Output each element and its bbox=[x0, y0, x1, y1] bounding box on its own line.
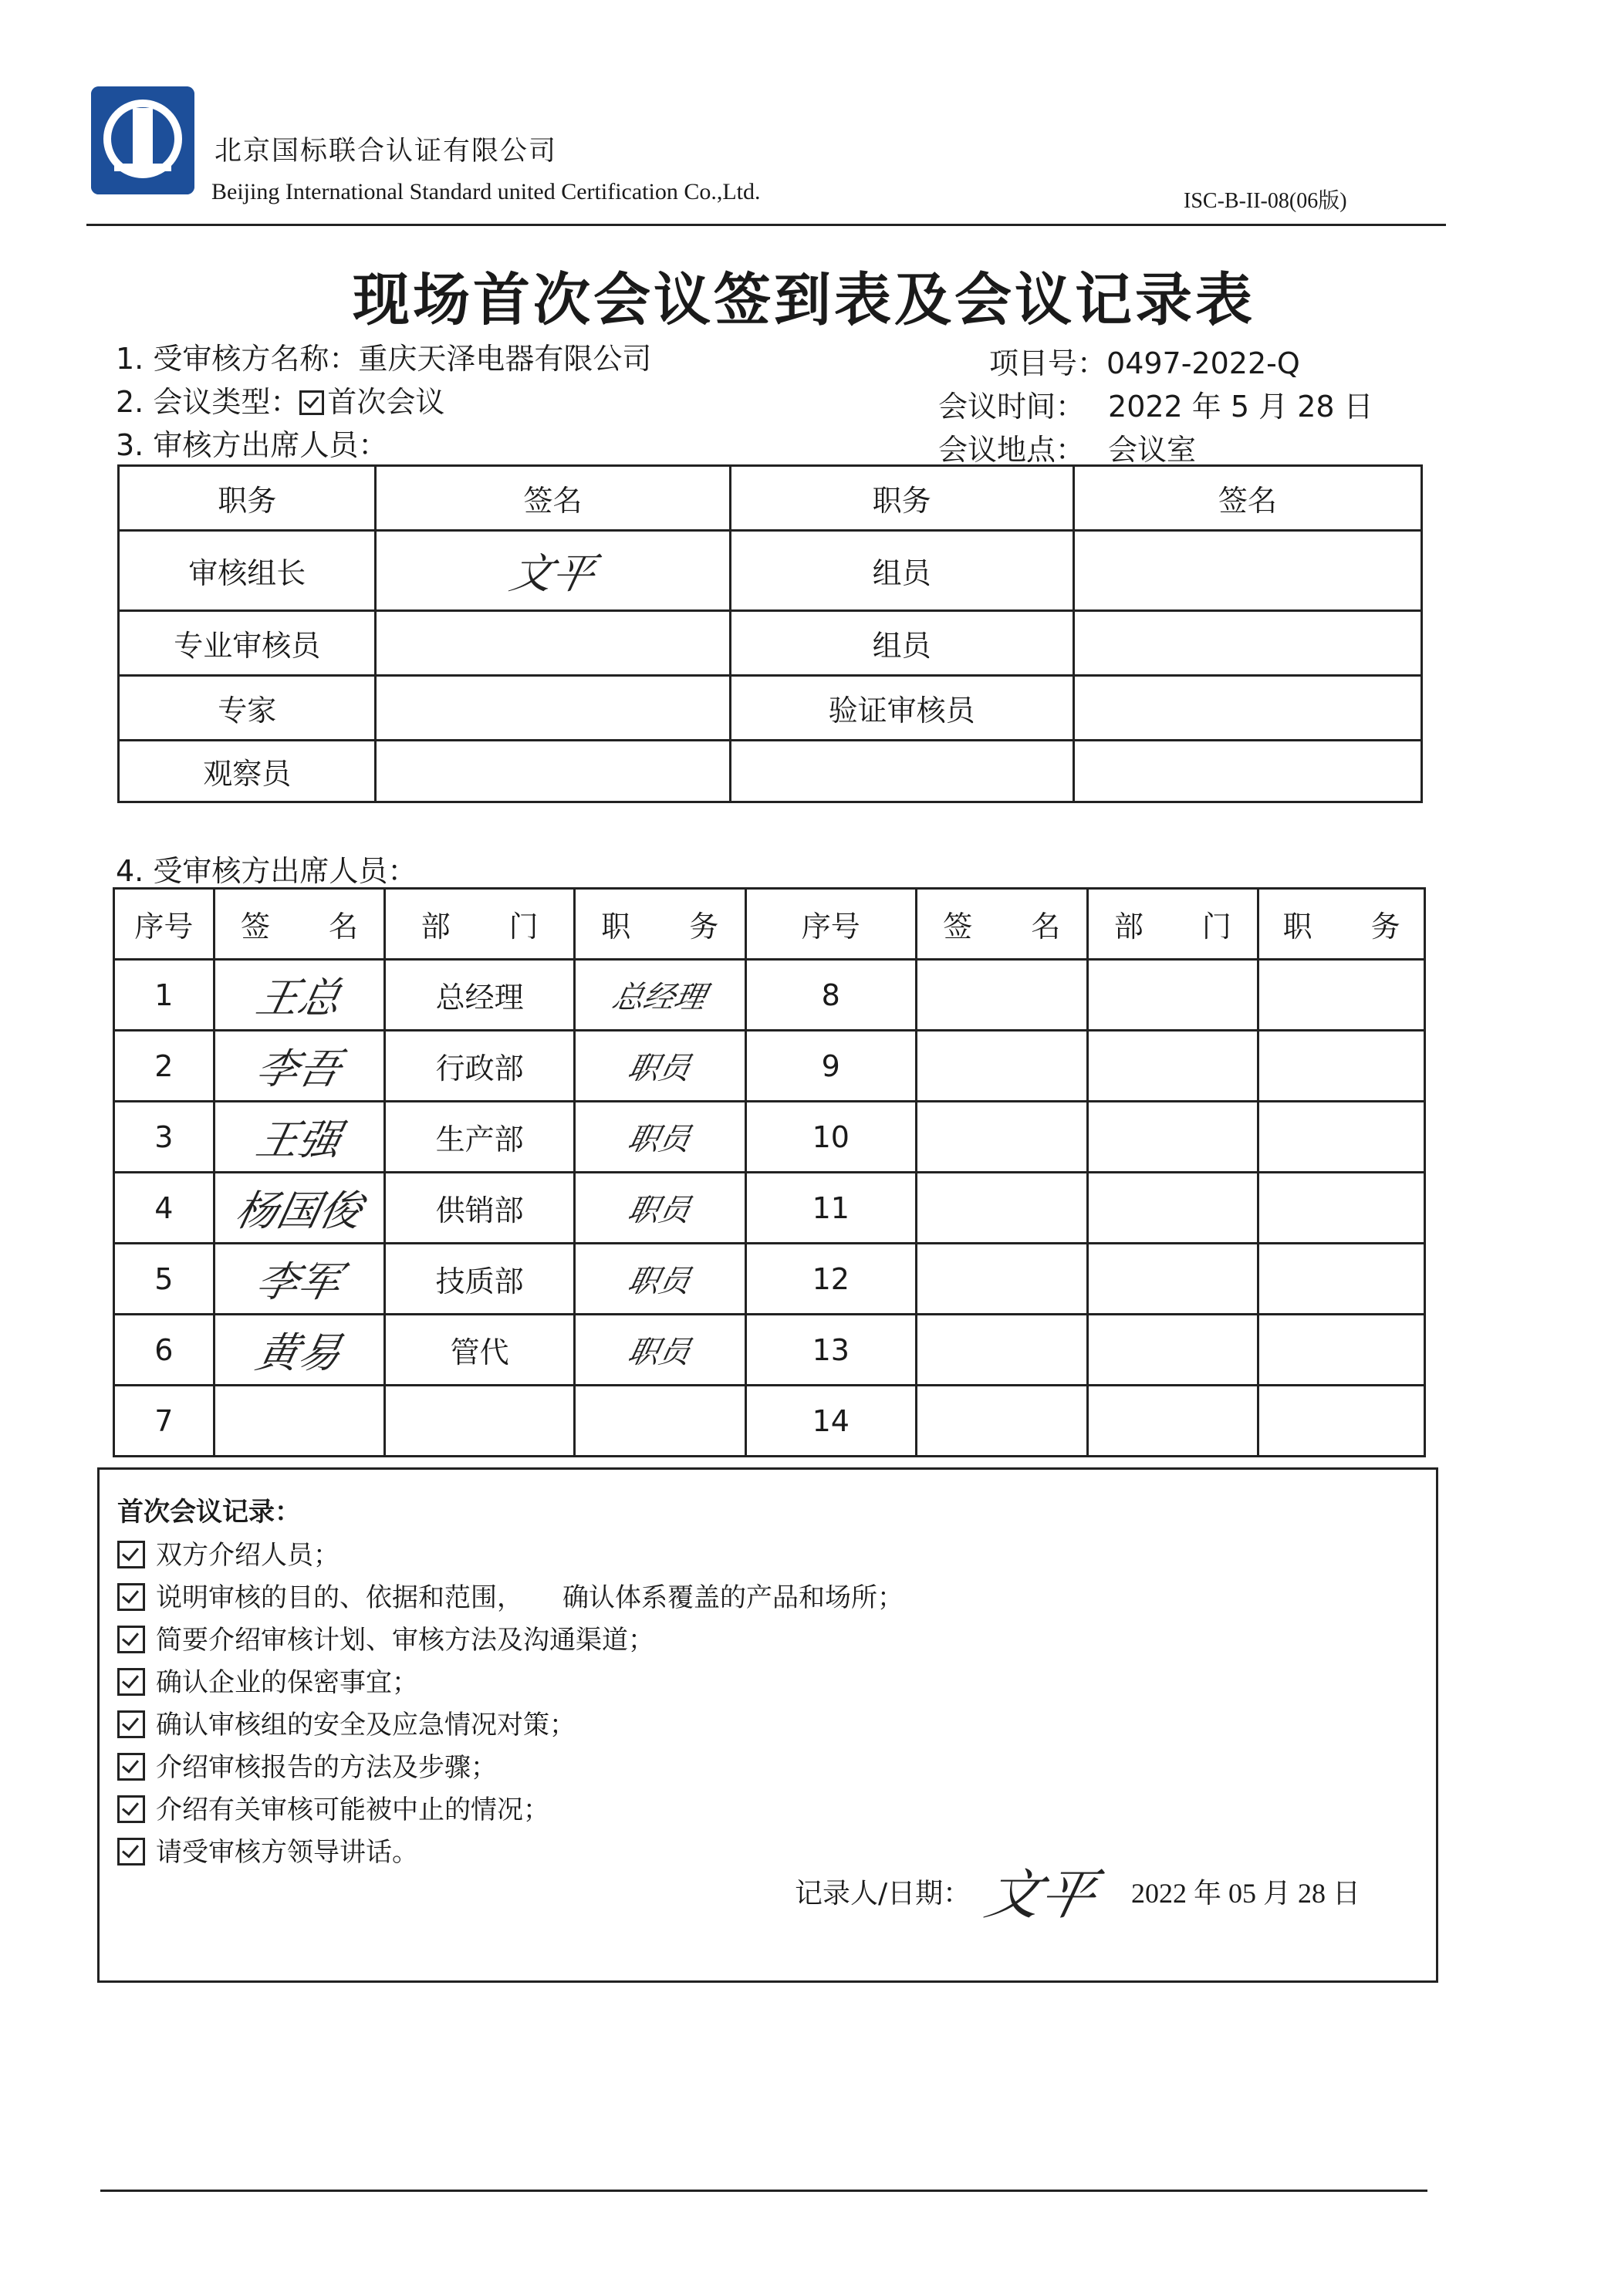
position-cell bbox=[574, 1315, 745, 1386]
meeting-type-value: 首次会议 bbox=[327, 385, 445, 419]
record-item-text: 请受审核方领导讲话。 bbox=[156, 1837, 418, 1868]
handwritten-position: 职员 bbox=[624, 1335, 694, 1370]
table-row bbox=[114, 1031, 1425, 1102]
position-cell bbox=[574, 960, 745, 1031]
role-cell: 观察员 bbox=[119, 741, 376, 802]
record-item-text: 说明审核的目的、依据和范围， 确认体系覆盖的产品和场所； bbox=[156, 1582, 904, 1613]
record-item bbox=[117, 1746, 497, 1784]
signature-cell bbox=[214, 1102, 385, 1173]
seq-cell: 11 bbox=[745, 1173, 916, 1244]
empty-cell bbox=[916, 1102, 1087, 1173]
empty-cell bbox=[1258, 1244, 1425, 1315]
company-name-en: Beijing International Standard united Certification Co.,Ltd. bbox=[211, 179, 761, 204]
role-cell bbox=[730, 741, 1073, 802]
checked-box-icon bbox=[117, 1626, 145, 1653]
handwritten-position: 总经理 bbox=[609, 980, 710, 1015]
handwritten-signature: 李军 bbox=[252, 1258, 346, 1306]
header-cell: 职 务 bbox=[1258, 889, 1425, 960]
record-item-text: 简要介绍审核计划、审核方法及沟通渠道； bbox=[156, 1625, 654, 1656]
seq-cell: 14 bbox=[745, 1386, 916, 1457]
department-cell: 行政部 bbox=[385, 1031, 575, 1102]
table-row bbox=[114, 1102, 1425, 1173]
record-item bbox=[117, 1619, 654, 1656]
signature-cell bbox=[376, 531, 730, 611]
header-cell: 部 门 bbox=[385, 889, 575, 960]
handwritten-signature: 李吾 bbox=[252, 1045, 346, 1093]
table-row bbox=[114, 1386, 1425, 1457]
meeting-type-label: 2. 会议类型： bbox=[116, 385, 300, 419]
checked-box-icon bbox=[117, 1710, 145, 1738]
recorder-label: 记录人/日期： bbox=[795, 1878, 971, 1909]
table-row bbox=[119, 531, 1422, 611]
header-cell: 序号 bbox=[114, 889, 215, 960]
auditee-attendees-label: 4. 受审核方出席人员： bbox=[116, 854, 417, 888]
department-cell: 供销部 bbox=[385, 1173, 575, 1244]
empty-cell bbox=[1258, 960, 1425, 1031]
meeting-type-line bbox=[116, 378, 444, 420]
signature-cell bbox=[214, 960, 385, 1031]
signature-cell bbox=[376, 611, 730, 676]
seq-cell: 1 bbox=[114, 960, 215, 1031]
empty-cell bbox=[1258, 1031, 1425, 1102]
signature-cell bbox=[214, 1386, 385, 1457]
signature-cell bbox=[214, 1315, 385, 1386]
auditor-attendance-table bbox=[117, 464, 1423, 803]
seq-cell: 3 bbox=[114, 1102, 215, 1173]
empty-cell bbox=[1087, 1102, 1258, 1173]
role-cell: 验证审核员 bbox=[730, 676, 1073, 741]
table-header-row bbox=[114, 889, 1425, 960]
role-cell: 专家 bbox=[119, 676, 376, 741]
empty-cell bbox=[1087, 1315, 1258, 1386]
handwritten-position: 职员 bbox=[624, 1193, 694, 1228]
checked-box-icon bbox=[117, 1795, 145, 1823]
signature-cell bbox=[376, 741, 730, 802]
record-item bbox=[117, 1576, 904, 1614]
department-cell: 技质部 bbox=[385, 1244, 575, 1315]
handwritten-position: 职员 bbox=[624, 1264, 694, 1299]
header-cell: 签 名 bbox=[916, 889, 1087, 960]
record-item-text: 介绍审核报告的方法及步骤； bbox=[156, 1752, 497, 1783]
auditor-attendees-label: 3. 审核方出席人员： bbox=[116, 428, 388, 462]
department-cell bbox=[385, 1386, 575, 1457]
department-cell: 管代 bbox=[385, 1315, 575, 1386]
meeting-record-title: 首次会议记录： bbox=[117, 1497, 301, 1528]
seq-cell: 7 bbox=[114, 1386, 215, 1457]
company-logo bbox=[91, 86, 194, 194]
empty-cell bbox=[1087, 1386, 1258, 1457]
record-item bbox=[117, 1788, 549, 1826]
role-cell: 组员 bbox=[730, 531, 1073, 611]
record-item-text: 介绍有关审核可能被中止的情况； bbox=[156, 1795, 549, 1825]
seq-cell: 5 bbox=[114, 1244, 215, 1315]
auditee-name-line bbox=[116, 335, 651, 377]
header-divider bbox=[86, 224, 1446, 226]
empty-cell bbox=[1087, 1173, 1258, 1244]
signature-cell bbox=[1073, 531, 1421, 611]
department-cell: 总经理 bbox=[385, 960, 575, 1031]
signature-cell bbox=[214, 1031, 385, 1102]
checked-box-icon bbox=[117, 1668, 145, 1696]
header-cell: 部 门 bbox=[1087, 889, 1258, 960]
auditee-name-value: 重庆天泽电器有限公司 bbox=[358, 342, 652, 376]
position-cell bbox=[574, 1031, 745, 1102]
seq-cell: 4 bbox=[114, 1173, 215, 1244]
handwritten-signature: 王强 bbox=[252, 1116, 346, 1164]
meeting-time-line bbox=[938, 383, 1373, 425]
signature-cell bbox=[1073, 611, 1421, 676]
header-cell: 职务 bbox=[730, 466, 1073, 531]
signature-cell bbox=[1073, 741, 1421, 802]
table-row bbox=[114, 960, 1425, 1031]
department-cell: 生产部 bbox=[385, 1102, 575, 1173]
seq-cell: 13 bbox=[745, 1315, 916, 1386]
empty-cell bbox=[916, 960, 1087, 1031]
empty-cell bbox=[1087, 1244, 1258, 1315]
header-cell: 签名 bbox=[1073, 466, 1421, 531]
header-cell: 序号 bbox=[745, 889, 916, 960]
checked-box-icon bbox=[117, 1541, 145, 1568]
record-date: 2022 年 05 月 28 日 bbox=[1131, 1878, 1361, 1909]
empty-cell bbox=[1087, 960, 1258, 1031]
checked-box-icon bbox=[299, 390, 324, 415]
seq-cell: 10 bbox=[745, 1102, 916, 1173]
empty-cell bbox=[1258, 1173, 1425, 1244]
meeting-time-label: 会议时间： bbox=[938, 390, 1086, 424]
handwritten-signature: 文平 bbox=[980, 1863, 1102, 1926]
auditee-name-label: 1. 受审核方名称： bbox=[116, 342, 359, 376]
handwritten-position: 职员 bbox=[624, 1051, 694, 1086]
empty-cell bbox=[916, 1173, 1087, 1244]
meeting-place-label: 会议地点： bbox=[938, 433, 1086, 467]
header-cell: 签名 bbox=[376, 466, 730, 531]
position-cell bbox=[574, 1173, 745, 1244]
record-item-text: 确认审核组的安全及应急情况对策； bbox=[156, 1710, 576, 1741]
record-item bbox=[117, 1703, 576, 1741]
checked-box-icon bbox=[117, 1753, 145, 1781]
empty-cell bbox=[1087, 1031, 1258, 1102]
record-item bbox=[117, 1661, 418, 1699]
seq-cell: 12 bbox=[745, 1244, 916, 1315]
meeting-time-value: 2022 年 5 月 28 日 bbox=[1108, 390, 1373, 424]
checked-box-icon bbox=[117, 1838, 145, 1866]
role-cell: 专业审核员 bbox=[119, 611, 376, 676]
signature-cell bbox=[214, 1244, 385, 1315]
handwritten-signature: 文平 bbox=[505, 549, 600, 598]
position-cell bbox=[574, 1386, 745, 1457]
footer-divider bbox=[100, 2190, 1427, 2192]
record-item bbox=[117, 1831, 418, 1869]
header-cell: 签 名 bbox=[214, 889, 385, 960]
company-name-cn: 北京国标联合认证有限公司 bbox=[215, 136, 558, 167]
table-row bbox=[119, 611, 1422, 676]
handwritten-signature: 王总 bbox=[252, 974, 346, 1022]
header-cell: 职务 bbox=[119, 466, 376, 531]
form-code: ISC-B-II-08(06版) bbox=[1184, 189, 1347, 213]
role-cell: 审核组长 bbox=[119, 531, 376, 611]
table-row bbox=[119, 676, 1422, 741]
signature-cell bbox=[376, 676, 730, 741]
empty-cell bbox=[916, 1386, 1087, 1457]
record-item bbox=[117, 1534, 340, 1572]
record-item-text: 双方介绍人员； bbox=[156, 1540, 340, 1571]
seq-cell: 2 bbox=[114, 1031, 215, 1102]
table-row bbox=[114, 1244, 1425, 1315]
signature-cell bbox=[214, 1173, 385, 1244]
meeting-place-value: 会议室 bbox=[1108, 433, 1197, 467]
document-title: 现场首次会议签到表及会议记录表 bbox=[353, 267, 1255, 333]
meeting-place-line bbox=[938, 426, 1196, 468]
seq-cell: 9 bbox=[745, 1031, 916, 1102]
handwritten-signature: 杨国俊 bbox=[231, 1187, 367, 1235]
empty-cell bbox=[1258, 1102, 1425, 1173]
table-row bbox=[114, 1315, 1425, 1386]
auditee-attendance-table bbox=[113, 887, 1426, 1457]
seq-cell: 6 bbox=[114, 1315, 215, 1386]
project-number-label: 项目号： bbox=[989, 346, 1107, 380]
empty-cell bbox=[916, 1244, 1087, 1315]
role-cell: 组员 bbox=[730, 611, 1073, 676]
seq-cell: 8 bbox=[745, 960, 916, 1031]
checked-box-icon bbox=[117, 1583, 145, 1611]
table-row bbox=[119, 741, 1422, 802]
project-number-value: 0497-2022-Q bbox=[1106, 346, 1300, 380]
handwritten-position: 职员 bbox=[624, 1122, 694, 1157]
position-cell bbox=[574, 1102, 745, 1173]
recorder-signature-wrap bbox=[980, 1852, 1102, 1930]
empty-cell bbox=[1258, 1315, 1425, 1386]
record-item-text: 确认企业的保密事宜； bbox=[156, 1667, 418, 1698]
position-cell bbox=[574, 1244, 745, 1315]
header-cell: 职 务 bbox=[574, 889, 745, 960]
empty-cell bbox=[916, 1315, 1087, 1386]
table-row bbox=[114, 1173, 1425, 1244]
table-header-row bbox=[119, 466, 1422, 531]
handwritten-signature: 黄易 bbox=[252, 1329, 346, 1377]
empty-cell bbox=[916, 1031, 1087, 1102]
empty-cell bbox=[1258, 1386, 1425, 1457]
signature-cell bbox=[1073, 676, 1421, 741]
project-number-line bbox=[989, 339, 1300, 382]
